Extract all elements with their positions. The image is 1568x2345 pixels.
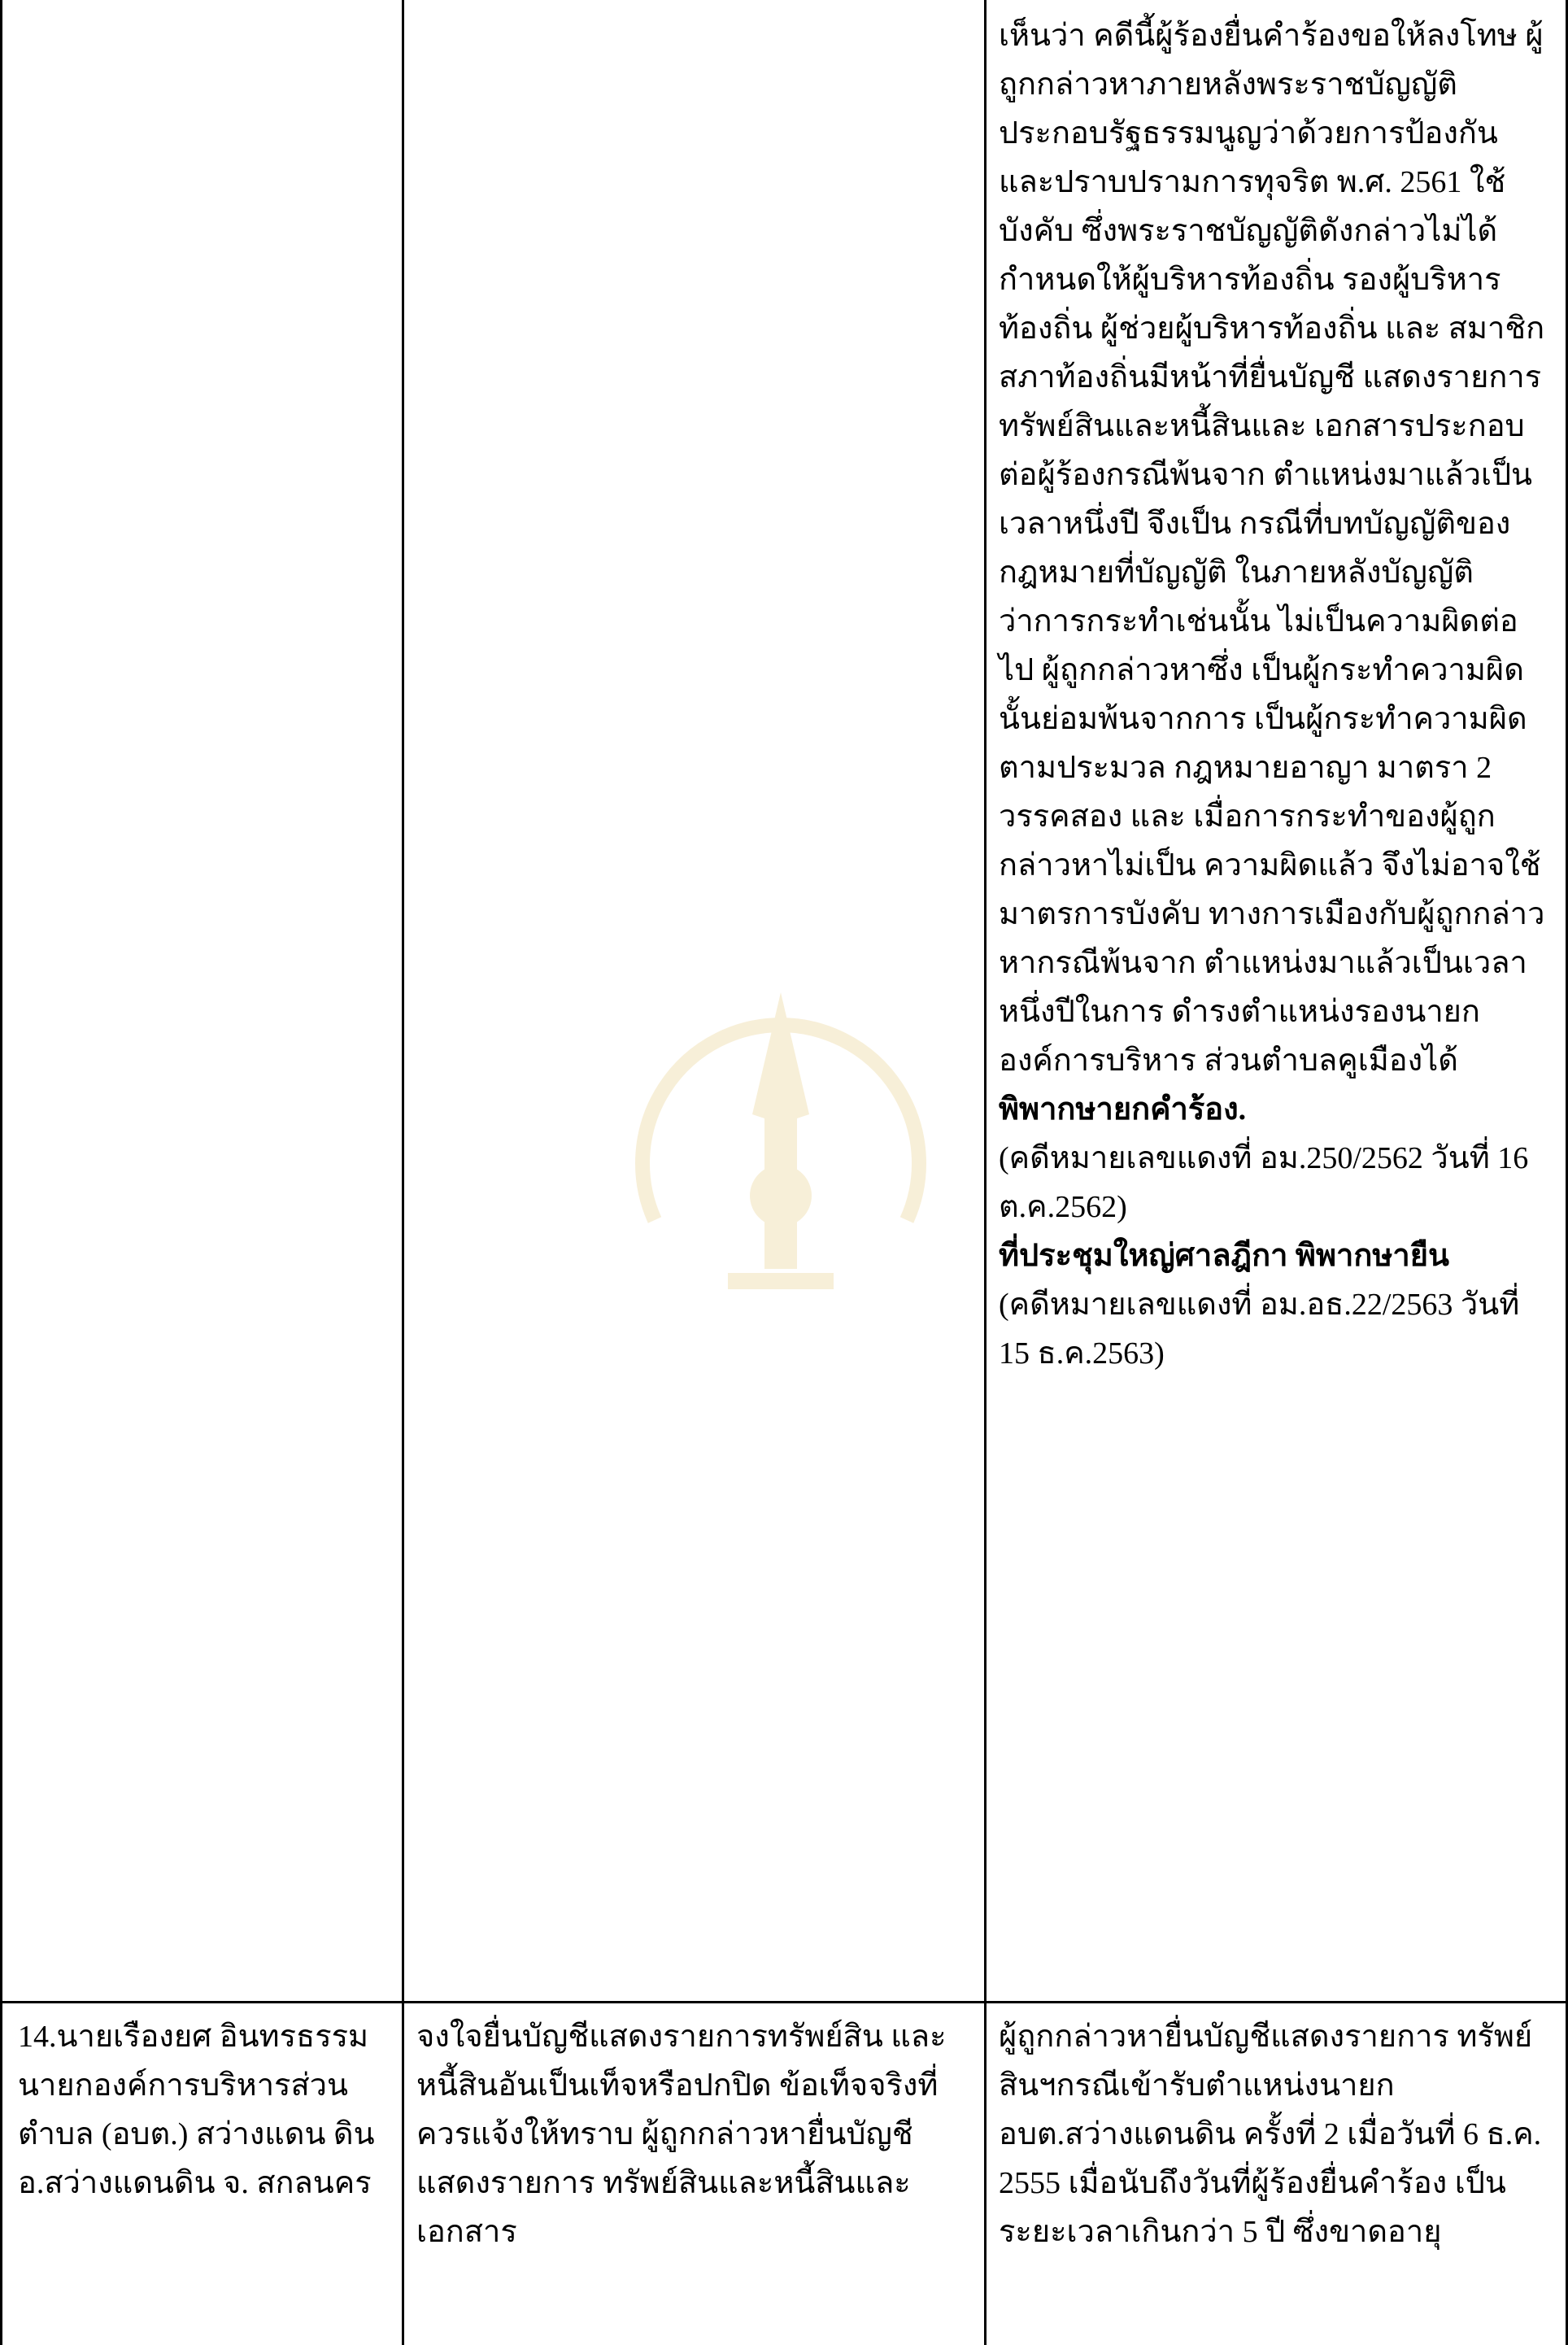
table-column-divider-1 [402, 0, 404, 2345]
case-number-2: (คดีหมายเลขแดงที่ อม.อธ.22/2563 วันที่ 15 ธ.ค.2563) [999, 1288, 1520, 1371]
table-row-divider [0, 2001, 1568, 2003]
verdict-dismissed: พิพากษายกคำร้อง. [999, 1092, 1247, 1127]
verdict-affirmed: ที่ประชุมใหญ่ศาลฎีกา พิพากษายืน [999, 1239, 1449, 1273]
row1-col3-cell [999, 11, 1552, 1996]
table-column-divider-2 [984, 0, 987, 2345]
row2-col1-cell: 14.นายเรืองยศ อินทรธรรม นายกองค์การบริหารส่วน ตำบล (อบต.) สว่างแดน ดิน อ.สว่างแดนดิน จ. สกลนคร [18, 2020, 375, 2200]
row1-col3-paragraph: เห็นว่า คดีนี้ผู้ร้องยื่นคำร้องขอให้ลงโทษ ผู้ถูกกล่าวหาภายหลังพระราชบัญญัติ ประกอบรัฐธรรมนูญว่าด้วยการป้องกัน และปราบปรามการทุจริต พ.ศ. 2561 ใช้ บังคับ ซึ่งพระราชบัญญัติดังกล่าวไม่ได้ กำหนดให้ผู้บริหารท้องถิ่น รองผู้บริหาร ท้องถิ่น ผู้ช่วยผู้บริหารท้องถิ่น และ สมาชิกสภาท้องถิ่นมีหน้าที่ยื่นบัญชี แสดงรายการทรัพย์สินและหนี้สินและ เอกสารประกอบต่อผู้ร้องกรณีพ้นจาก ตำแหน่งมาแล้วเป็นเวลาหนึ่งปี จึงเป็น กรณีที่บทบัญญัติของกฎหมายที่บัญญัติ ในภายหลังบัญญัติว่าการกระทำเช่นนั้น ไม่เป็นความผิดต่อไป ผู้ถูกกล่าวหาซึ่ง เป็นผู้กระทำความผิดนั้นย่อมพ้นจากการ เป็นผู้กระทำความผิดตามประมวล กฎหมายอาญา มาตรา 2 วรรคสอง และ เมื่อการกระทำของผู้ถูกกล่าวหาไม่เป็น ความผิดแล้ว จึงไม่อาจใช้มาตรการบังคับ ทางการเมืองกับผู้ถูกกล่าวหากรณีพ้นจาก ตำแหน่งมาแล้วเป็นเวลาหนึ่งปีในการ ดำรงตำแหน่งรองนายกองค์การบริหาร ส่วนตำบลคูเมืองได้ [999, 19, 1545, 1078]
row2-col2-cell: จงใจยื่นบัญชีแสดงรายการทรัพย์สิน และหนี้สินอันเป็นเท็จหรือปกปิด ข้อเท็จจริงที่ควรแจ้งให้ทราบ ผู้ถูกกล่าวหายื่นบัญชีแสดงรายการ ทรัพย์สินและหนี้สินและเอกสาร [416, 2020, 947, 2249]
row2-col3-cell: ผู้ถูกกล่าวหายื่นบัญชีแสดงรายการ ทรัพย์สินฯกรณีเข้ารับตำแหน่งนายก อบต.สว่างแดนดิน ครั้งที่ 2 เมื่อวันที่ 6 ธ.ค. 2555 เมื่อนับถึงวันที่ผู้ร้องยื่นคำร้อง เป็นระยะเวลาเกินกว่า 5 ปี ซึ่งขาดอายุ [999, 2020, 1542, 2249]
table-border-left [0, 0, 2, 2345]
case-number-1: (คดีหมายเลขแดงที่ อม.250/2562 วันที่ 16 ต.ค.2562) [999, 1141, 1529, 1224]
